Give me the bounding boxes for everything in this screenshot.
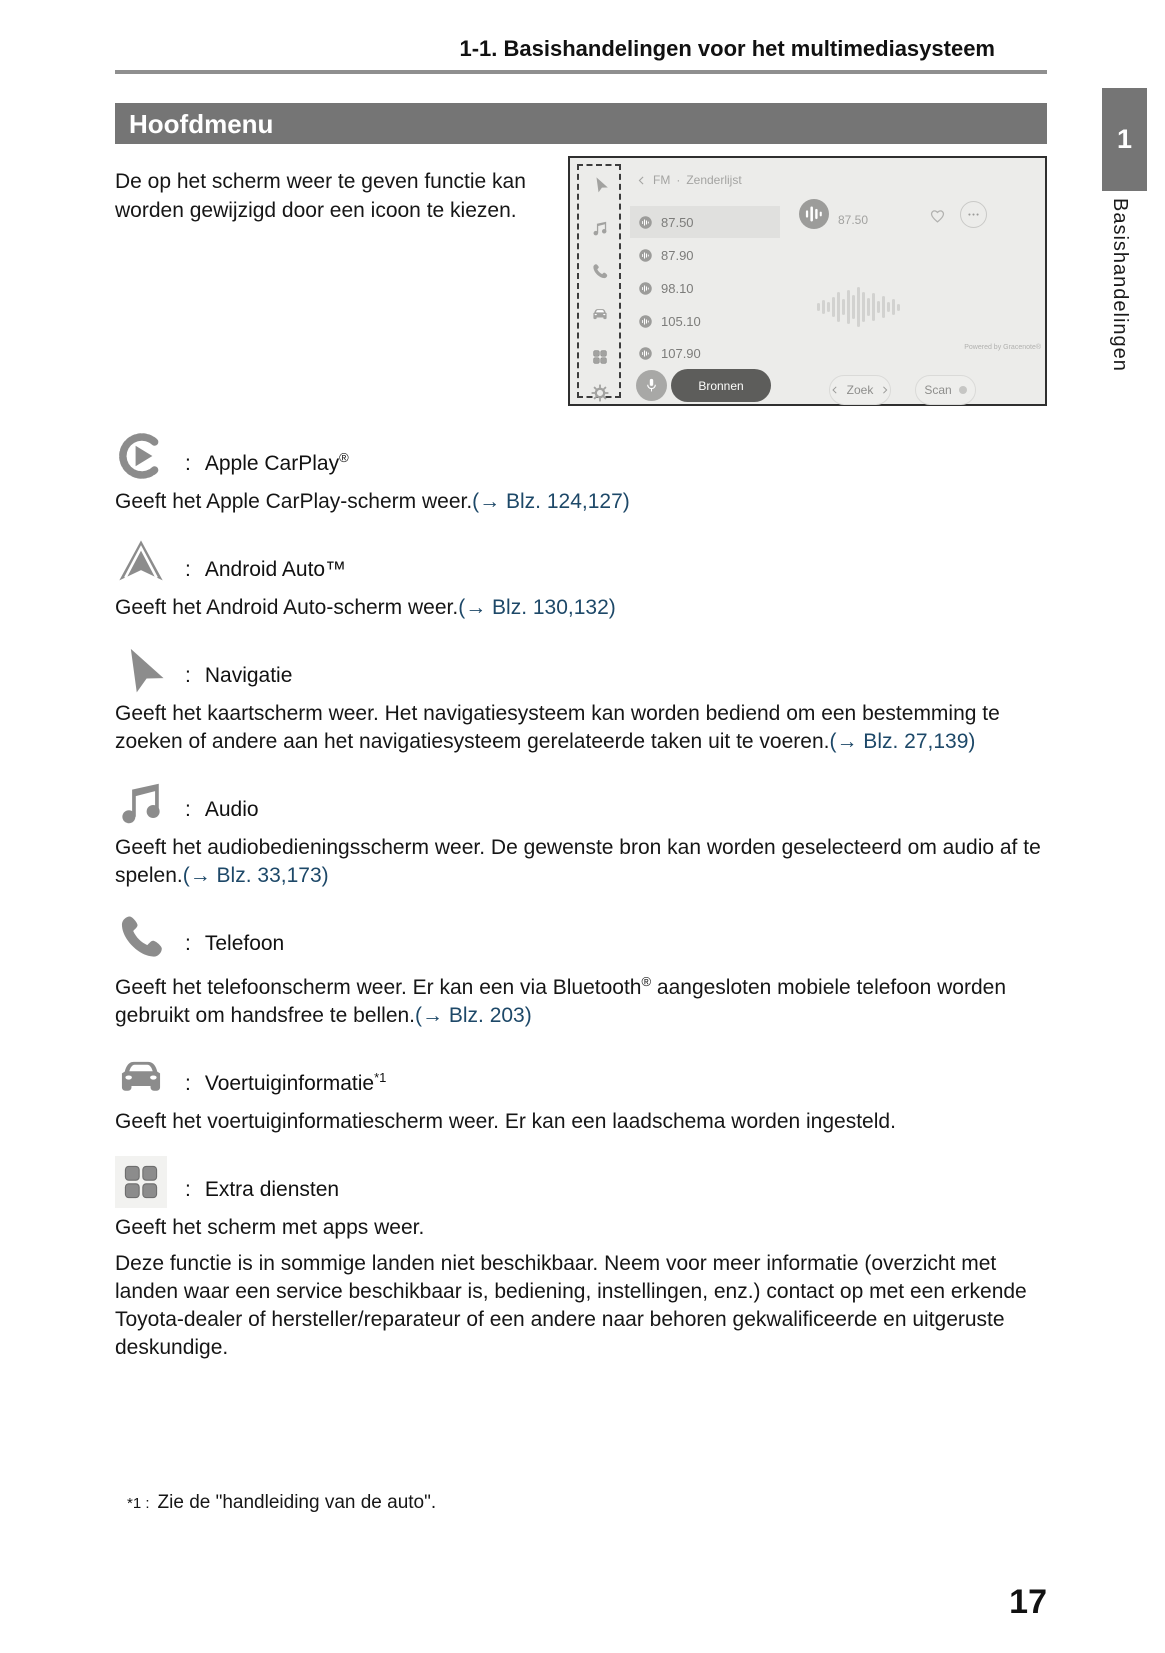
availability-note: Deze functie is in sommige landen niet beschikbaar. Neem voor meer informatie (overzicht met landen waar een service beschikbaar is, bediening, instellingen, enz.) contact op met een erkende Toyota-dealer of hersteller/reparateur of een andere naar behoren gekwalificeerde en uitgeruste deskundige. <box>115 1252 1027 1359</box>
more-options-button <box>960 201 987 228</box>
station-row <box>630 239 780 271</box>
apps-grid-icon <box>115 1156 167 1208</box>
navigation-icon <box>591 175 609 193</box>
radio-wave-icon-large <box>796 196 832 232</box>
legend-item-label: : Android Auto™ <box>185 558 347 581</box>
multimedia-screen-figure <box>568 156 1047 406</box>
page-header: 1-1. Basishandelingen voor het multimediasysteem <box>459 36 995 61</box>
section-title: Hoofdmenu <box>129 109 274 139</box>
breadcrumb-source: FM <box>653 173 671 187</box>
favorite-heart-icon <box>928 206 947 225</box>
waveform-graphic <box>810 278 906 336</box>
footnote-marker: *1 : <box>127 1495 150 1512</box>
legend-item-description: Geeft het voertuiginformatiescherm weer. Er kan een laadschema worden ingesteld. <box>115 1110 896 1133</box>
page-reference-link[interactable]: (→ Blz. 33,173) <box>182 864 329 887</box>
legend-item-voertuiginformatie <box>115 1050 1047 1136</box>
station-frequency: 105.10 <box>661 313 701 329</box>
station-frequency: 98.10 <box>661 280 694 296</box>
scan-indicator-dot <box>959 386 967 394</box>
station-list-panel <box>630 158 780 404</box>
radio-wave-icon <box>638 248 653 263</box>
radio-wave-icon <box>638 281 653 296</box>
seek-left-chevron-icon <box>830 385 840 395</box>
legend-item-description: Geeft het kaartscherm weer. Het navigatiesysteem kan worden bediend om een bestemming te zoeken of andere aan het navigatiesysteem gerelateerde taken uit te voeren.(→ Blz. 27,139) <box>115 702 1000 753</box>
radio-wave-icon <box>638 346 653 361</box>
apps-grid-icon <box>591 348 609 366</box>
seek-button <box>829 375 891 405</box>
footnote-text: Zie de "handleiding van de auto". <box>157 1492 437 1513</box>
legend-item-description: Geeft het Android Auto-scherm weer.(→ Blz. 130,132) <box>115 596 616 619</box>
legend-item-carplay <box>115 430 1047 516</box>
legend-item-navigatie <box>115 642 1047 756</box>
station-row <box>630 272 780 304</box>
chapter-tab: 1 <box>1102 88 1147 191</box>
breadcrumb-list: Zenderlijst <box>686 173 742 187</box>
sources-button: Bronnen <box>671 369 771 402</box>
legend-item-description: Geeft het scherm met apps weer. <box>115 1216 425 1239</box>
intro-paragraph: De op het scherm weer te geven functie kan worden gewijzigd door een icoon te kiezen. <box>115 170 526 222</box>
legend-item-label: : Apple CarPlay® <box>185 450 349 475</box>
page-reference-link[interactable]: (→ Blz. 27,139) <box>829 730 976 753</box>
navigation-icon <box>115 642 167 694</box>
legend-item-description: Geeft het Apple CarPlay-scherm weer.(→ Blz. 124,127) <box>115 490 630 513</box>
legend-item-label: : Telefoon <box>185 932 285 955</box>
station-frequency: 87.90 <box>661 247 694 263</box>
page-reference-link[interactable]: (→ Blz. 124,127) <box>472 490 630 513</box>
page-reference-link[interactable]: (→ Blz. 203) <box>415 1004 532 1027</box>
seek-right-chevron-icon <box>880 385 890 395</box>
vehicle-icon <box>591 305 609 323</box>
powered-by-credit: Powered by Gracenote® <box>964 344 1041 351</box>
station-row <box>630 305 780 337</box>
mic-icon <box>643 377 660 394</box>
legend-item-label: : Navigatie <box>185 664 293 687</box>
legend-item-androidauto <box>115 536 1047 622</box>
legend-item-audio <box>115 776 1047 890</box>
station-row <box>630 337 780 369</box>
legend-item-description: Geeft het audiobedieningsscherm weer. De gewenste bron kan worden geselecteerd om audio af te spelen.(→ Blz. 33,173) <box>115 836 1041 887</box>
legend-item-description: Geeft het telefoonscherm weer. Er kan een via Bluetooth® aangesloten mobiele telefoon worden gebruikt om handsfree te bellen.(→ Blz. 203) <box>115 974 1006 1027</box>
now-playing-frequency: 87.50 <box>838 213 869 227</box>
phone-icon <box>591 262 609 280</box>
audio-icon <box>115 776 167 828</box>
breadcrumb-separator: · <box>676 173 681 187</box>
carplay-icon <box>115 430 167 482</box>
footnote <box>127 1492 436 1514</box>
legend-item-label: : Voertuiginformatie$^{*1}$ <box>185 1070 387 1095</box>
station-frequency: 87.50 <box>661 214 694 230</box>
scan-label: Scan <box>924 383 952 397</box>
settings-gear-icon <box>591 384 609 402</box>
now-playing-panel <box>780 158 1049 404</box>
figure-sidebar <box>570 158 630 404</box>
back-chevron-icon <box>636 175 647 186</box>
legend-item-label: : Extra diensten <box>185 1178 340 1201</box>
station-row-selected <box>630 206 780 238</box>
legend-item-telefoon <box>115 910 1047 1030</box>
voice-mic-button <box>636 370 667 401</box>
seek-label: Zoek <box>846 383 874 397</box>
radio-wave-icon <box>638 314 653 329</box>
phone-icon <box>115 910 167 962</box>
page-number: 17 <box>1009 1583 1047 1621</box>
ellipsis-icon <box>966 207 981 222</box>
vehicle-icon <box>115 1050 167 1102</box>
header-divider <box>115 70 1047 74</box>
chapter-tab-label: Basishandelingen <box>1109 198 1131 372</box>
androidauto-icon <box>115 536 167 588</box>
breadcrumb <box>636 173 742 187</box>
scan-button <box>915 375 976 405</box>
icon-legend <box>115 430 1047 1382</box>
legend-item-extra-diensten <box>115 1156 1047 1362</box>
page-reference-link[interactable]: (→ Blz. 130,132) <box>458 596 616 619</box>
station-frequency: 107.90 <box>661 345 701 361</box>
audio-icon <box>591 219 609 237</box>
radio-wave-icon <box>638 215 653 230</box>
section-banner <box>115 103 1047 144</box>
legend-item-label: : Audio <box>185 798 259 821</box>
